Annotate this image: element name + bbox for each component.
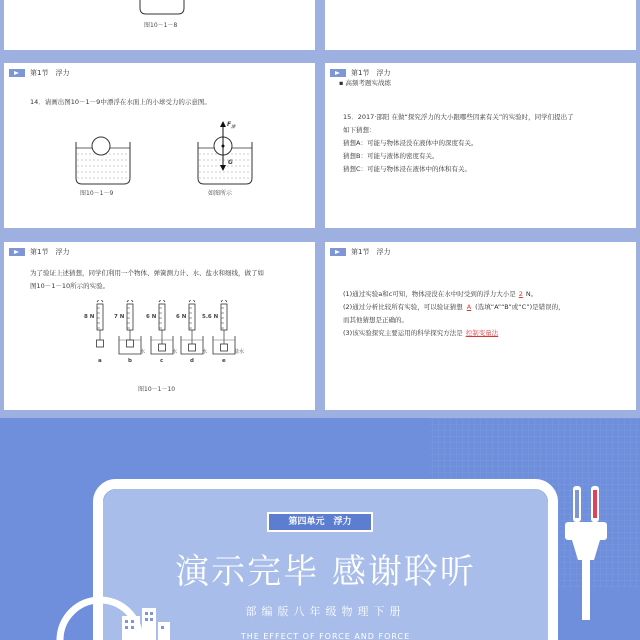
ending-subtitle: 部编版八年级物理下册	[245, 605, 406, 618]
spring-scale	[119, 300, 141, 354]
answer-1: 2	[518, 290, 523, 298]
play-icon	[9, 248, 25, 256]
spring-scale	[151, 300, 173, 354]
section-title: 第1节 浮力	[30, 69, 70, 77]
play-icon	[330, 69, 346, 77]
water-label: 水	[172, 349, 178, 355]
spring-scale	[181, 300, 203, 354]
slide-answers	[325, 242, 636, 410]
scale-reading: 5.6 N	[202, 314, 219, 320]
ending-slide	[0, 418, 640, 640]
spring-scale	[97, 300, 104, 347]
unit-badge-text: 第四单元 浮力	[288, 517, 352, 527]
answer-line-1: (1)通过实验a和c可知，物体浸没在水中时受到的浮力大小是 2 N。	[343, 290, 538, 298]
section-title: 第1节 浮力	[351, 69, 391, 77]
answer-line-2: (2)通过分析比较所有实验，可以验证猜想 A (选填“A”“B”或“C”)是错误的，	[343, 303, 565, 311]
experiment-letter: b	[128, 358, 132, 364]
ending-english: THE EFFECT OF FORCE AND FORCE	[240, 632, 411, 640]
slide-experiment	[4, 242, 315, 410]
ending-title: 演示完毕 感谢聆听	[175, 552, 476, 592]
guess-c: 猜想C：可能与物体浸在液体中的体积有关。	[343, 165, 472, 173]
subtitle-bullet: ▪ 高频考题实战练	[339, 79, 391, 87]
slide-fig-10-1-8	[4, 0, 315, 50]
experiment-letter: c	[160, 358, 164, 364]
water-label: 水	[202, 349, 208, 355]
slide-blank-top	[325, 0, 636, 50]
section-title: 第1节 浮力	[351, 248, 391, 256]
scale-reading: 7 N	[114, 314, 125, 320]
experiment-letter: e	[222, 358, 226, 364]
spring-scale-diagram	[4, 300, 315, 380]
spring-scale	[213, 300, 235, 354]
figure-caption: 图10－1－10	[138, 386, 176, 393]
force-label-f: $F_浮$	[227, 121, 236, 130]
question-line-1: 15．2017·邵阳 在做“探究浮力的大小跟哪些因素有关”的实验时，同学们提出了	[343, 113, 574, 121]
scale-reading: 6 N	[146, 314, 157, 320]
answer-line-3: 而其他猜想是正确的。	[343, 316, 408, 324]
figure-caption: 图10－1－8	[144, 22, 178, 29]
floating-ball-diagram	[4, 118, 315, 218]
water-label: 水	[140, 349, 146, 355]
answer-line-4: (3)该实验探究主要运用的科学探究方法是 控制变量法	[343, 329, 499, 337]
section-title: 第1节 浮力	[30, 248, 70, 256]
scale-reading: 8 N	[84, 314, 95, 320]
beaker-figure	[4, 0, 315, 20]
play-icon	[9, 69, 25, 77]
unit-badge	[267, 512, 373, 532]
question-line-2: 如下猜想：	[343, 126, 376, 134]
guess-b: 猜想B：可能与液体的密度有关。	[343, 152, 439, 160]
slide-question-14	[4, 63, 315, 228]
slide-question-15	[325, 63, 636, 228]
answer-2: A	[466, 303, 472, 311]
caption-left: 图10－1－9	[80, 190, 114, 197]
caption-right: 如图所示	[208, 190, 233, 197]
experiment-letter: a	[98, 358, 102, 364]
answer-3: 控制变量法	[465, 329, 499, 337]
guess-a: 猜想A：可能与物体浸没在液体中的深度有关。	[343, 139, 478, 147]
question-text: 14．请画出图10－1－9中漂浮在水面上的小球受力的示意图。	[30, 98, 211, 106]
intro-line-1: 为了验证上述猜想，同学们利用一个物体、弹簧测力计、水、盐水和细线，做了如	[30, 269, 264, 277]
experiment-letter: d	[190, 358, 194, 364]
scale-reading: 6 N	[176, 314, 187, 320]
salt-water-label: 盐水	[234, 349, 245, 355]
intro-line-2: 图10－1－10所示的实验。	[30, 282, 110, 290]
play-icon	[330, 248, 346, 256]
force-label-g: G	[228, 159, 233, 166]
